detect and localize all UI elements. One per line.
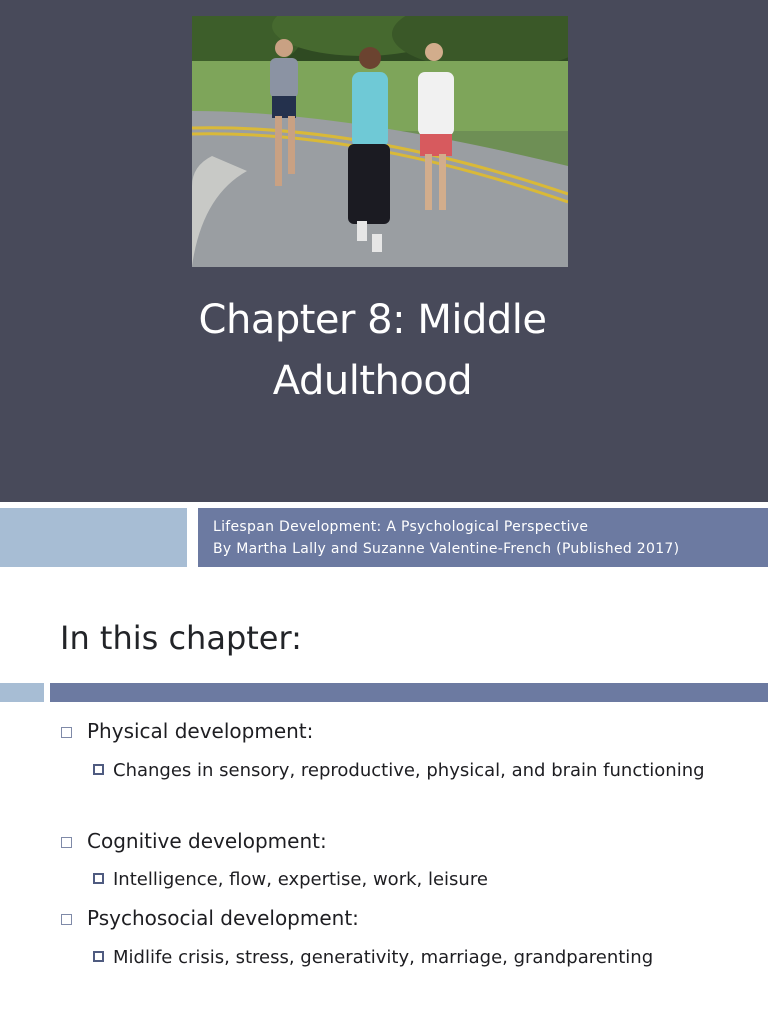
subtitle-line1: Lifespan Development: A Psychological Perspective (213, 519, 589, 535)
sub-list-item: Midlife crisis, stress, generativity, marriage, grandparenting (113, 947, 654, 968)
sub-bullet-square-icon (93, 873, 104, 884)
joggers-illustration (192, 16, 568, 267)
section-heading: In this chapter: (60, 619, 302, 657)
slide-title (0, 290, 745, 412)
list-item: Physical development: (87, 719, 314, 743)
photo-three-joggers (192, 16, 568, 267)
slide-title-line2: Adulthood (272, 358, 473, 404)
sub-list-item: Changes in sensory, reproductive, physical, and brain functioning (113, 760, 705, 781)
bullet-square-icon (61, 727, 72, 738)
list-item: Psychosocial development: (87, 906, 359, 930)
heading-bar (50, 683, 768, 702)
list-item: Cognitive development: (87, 829, 327, 853)
bullet-square-icon (61, 914, 72, 925)
subtitle-line2: By Martha Lally and Suzanne Valentine-French (Published 2017) (213, 541, 680, 557)
heading-bar-accent (0, 683, 44, 702)
slide-subtitle (213, 516, 679, 560)
bullet-square-icon (61, 837, 72, 848)
slide-title-line1: Chapter 8: Middle (198, 297, 547, 343)
title-slide (0, 0, 768, 502)
sub-bullet-square-icon (93, 764, 104, 775)
sub-bullet-square-icon (93, 951, 104, 962)
subtitle-band-accent (0, 508, 187, 567)
sub-list-item: Intelligence, flow, expertise, work, leisure (113, 869, 488, 890)
